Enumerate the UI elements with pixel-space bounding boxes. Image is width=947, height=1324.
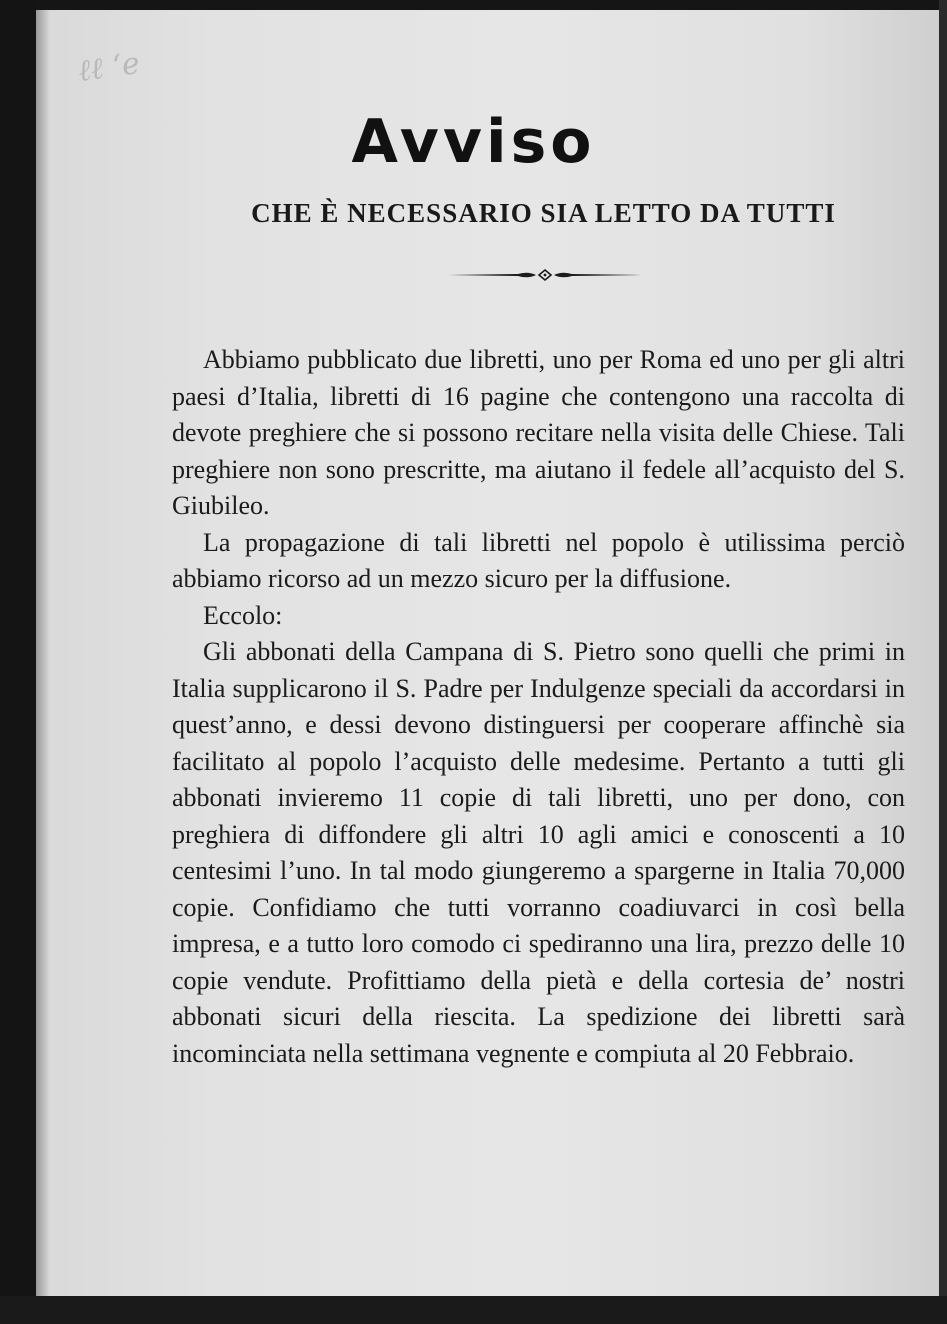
scan-border-bottom — [0, 1296, 947, 1324]
notice-body — [172, 342, 905, 1072]
paragraph-propagazione: La propagazione di tali libretti nel popolo è utilissima perciò abbiamo ricorso ad un mezzo sicuro per la diffusione. — [172, 527, 905, 593]
paragraph-eccolo: Eccolo: — [203, 600, 283, 630]
notice-title: Avviso — [351, 107, 596, 177]
paragraph-libretti: Abbiamo pubblicato due libretti, uno per Roma ed uno per gli altri paesi d’Italia, libretti di 16 pagine che contengono una raccolta di devote preghiere che si possono recitare nella visita delle Chiese. Tali preghiere non sono prescritte, ma aiutano il fedele all’acquisto del S. Giubileo. — [172, 345, 905, 520]
scan-border-top — [0, 0, 947, 10]
ornamental-divider — [448, 268, 642, 282]
paragraph-abbonati: Gli abbonati della Campana di S. Pietro sono quelli che primi in Italia supplicarono il S. Padre per Indulgenze speciali da accordarsi in quest’anno, e dessi devono distinguersi per cooperare affinchè sia facilitato al popolo l’acquisto delle medesime. Pertanto a tutti gli abbonati invieremo 11 copie di tali libretti, uno per dono, con preghiera di diffondere gli altri 10 agli amici e conoscenti a 10 centesimi l’uno. In tal modo giungeremo a spargerne in Italia 70,000 copie. Confidiamo che tutti vorranno coadiuvarci in così bella impresa, e a tutto loro comodo ci spediranno una lira, prezzo delle 10 copie vendute. Profittiamo della pietà e della cortesia de’ nostri abbonati sicuri della riescita. La spedizione dei libretti sarà incominciata nella settimana vegnente e compiuta al 20 Febbraio. — [172, 637, 905, 1068]
pencil-annotation: ℓℓ ‘e — [75, 45, 142, 90]
notice-subtitle: CHE È NECESSARIO SIA LETTO DA TUTTI — [251, 198, 836, 228]
